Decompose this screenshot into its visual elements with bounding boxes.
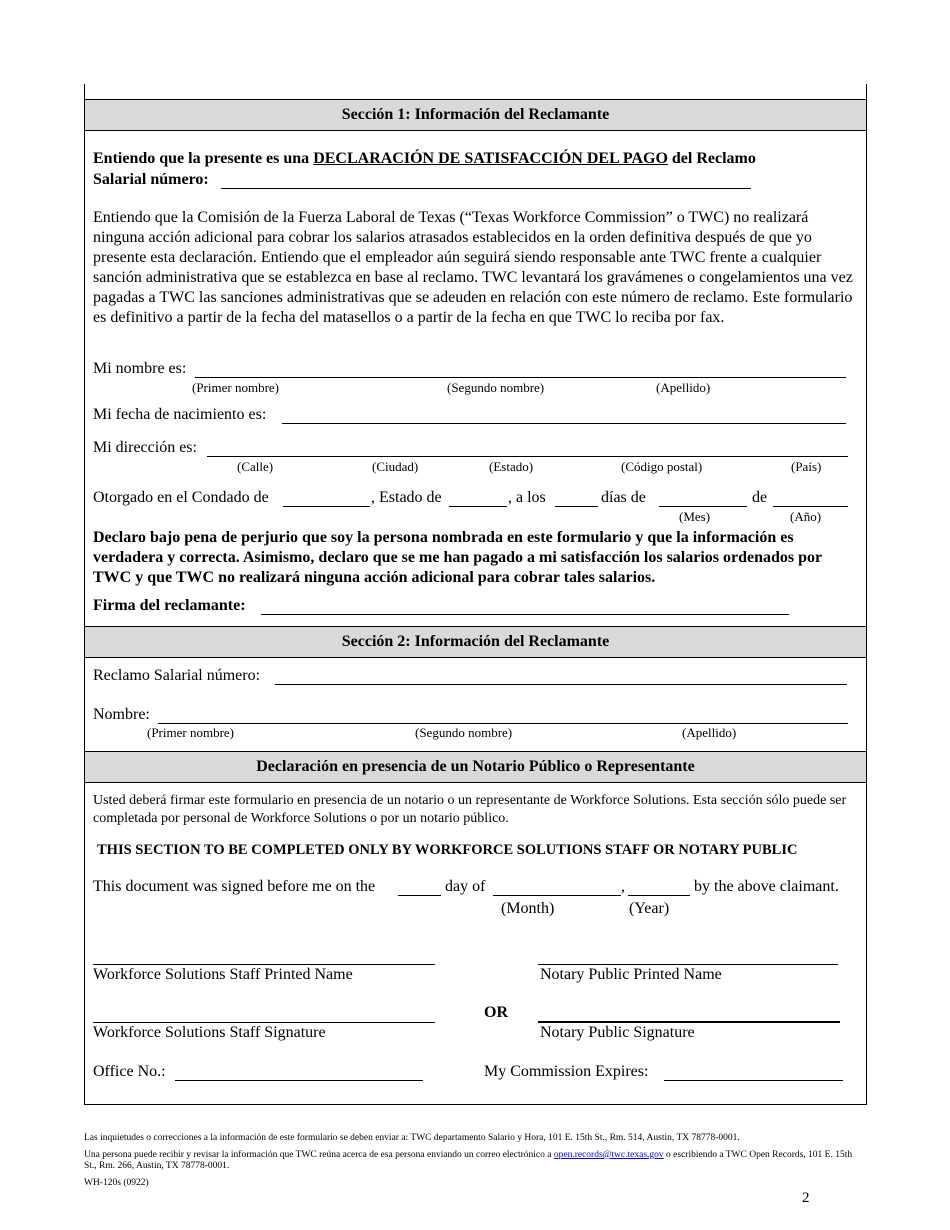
by-claimant-label: by the above claimant. — [694, 878, 839, 895]
dob-label: Mi fecha de nacimiento es: — [93, 406, 267, 423]
county-label: Otorgado en el Condado de — [93, 489, 269, 506]
day-field[interactable] — [555, 506, 598, 507]
comma-label: , — [621, 878, 625, 895]
year-label: de — [752, 489, 768, 506]
open-records-email-link[interactable]: open.records@twc.texas.gov — [553, 1150, 664, 1160]
satisfaction-statement: Entiendo que la presente es una DECLARACIÓN DE SATISFACCIÓN DEL PAGO del Reclamo — [93, 150, 756, 167]
last-name-caption-2: (Apellido) — [682, 725, 737, 740]
commission-expires-field[interactable] — [664, 1080, 843, 1081]
dob-field[interactable] — [282, 423, 846, 424]
county-field[interactable] — [283, 506, 370, 507]
name-label: Mi nombre es: — [93, 360, 187, 377]
address-label: Mi dirección es: — [93, 439, 197, 456]
notary-section-header: Declaración en presencia de un Notario Público o Representante — [85, 751, 866, 783]
claim-number-field[interactable] — [221, 188, 751, 189]
form-frame — [84, 84, 867, 1105]
section2-header: Sección 2: Información del Reclamante — [85, 626, 866, 658]
notary-signature-field[interactable] — [538, 1021, 840, 1023]
signed-month-caption: (Month) — [501, 900, 555, 917]
street-caption: (Calle) — [237, 459, 274, 474]
signed-before-label: This document was signed before me on the — [93, 878, 376, 895]
staff-printed-name-field[interactable] — [93, 964, 435, 965]
office-number-field[interactable] — [175, 1080, 423, 1081]
day-of-label: day of — [445, 878, 486, 895]
form-id: WH-120s (0922) — [84, 1178, 149, 1188]
claim-number-label: Salarial número: — [93, 171, 209, 188]
staff-only-notice: THIS SECTION TO BE COMPLETED ONLY BY WORKFORCE SOLUTIONS STAFF OR NOTARY PUBLIC — [97, 842, 798, 858]
signed-month-field[interactable] — [493, 895, 621, 896]
name-field-2[interactable] — [158, 723, 848, 724]
notary-signature-label: Notary Public Signature — [540, 1024, 695, 1041]
footer-records: Una persona puede recibir y revisar la información que TWC reúna acerca de esa persona enviando un correo electrónico a open.records@twc.texas.gov o escribiendo a TWC Open Records, 101 E. 15th St., Rm. 266, Austin, TX 78778-0001. — [84, 1150, 853, 1171]
signed-year-caption: (Year) — [629, 900, 670, 917]
country-caption: (País) — [791, 459, 822, 474]
address-field[interactable] — [207, 456, 848, 457]
month-caption: (Mes) — [679, 509, 711, 524]
middle-name-caption-2: (Segundo nombre) — [415, 725, 513, 740]
month-field[interactable] — [659, 506, 747, 507]
year-caption: (Año) — [790, 509, 822, 524]
perjury-declaration: Declaro bajo pena de perjurio que soy la persona nombrada en este formulario y que la información es verdadera y correcta. Asimismo, declaro que se me han pagado a mi satisfacción los salarios ordenados por TWC y que TWC no realizará ninguna acción adicional para cobrar tales salarios. — [93, 529, 822, 586]
days-label: , a los — [508, 489, 546, 506]
or-label: OR — [484, 1004, 508, 1021]
days-of-label: días de — [601, 489, 646, 506]
claim-number-field-2[interactable] — [275, 684, 847, 685]
first-name-caption: (Primer nombre) — [192, 380, 280, 395]
footer-contact: Las inquietudes o correcciones a la información de este formulario se deben enviar a: TWC departamento Salario y Hora, 101 E. 15th St., Rm. 514, Austin, TX 78778-0001. — [84, 1133, 740, 1143]
name-label-2: Nombre: — [93, 706, 150, 723]
office-number-label: Office No.: — [93, 1063, 166, 1080]
state-caption: (Estado) — [489, 459, 534, 474]
page-number: 2 — [802, 1190, 810, 1206]
terms-paragraph: Entiendo que la Comisión de la Fuerza Laboral de Texas (“Texas Workforce Commission” o TWC) no realizará ninguna acción adicional para cobrar los salarios atrasados establecidos en la orden definitiva después de que yo presente esta declaración. Entiendo que el empleador aún seguirá siendo responsable ante TWC frente a cualquier sanción administrativa que se establezca en base al reclamo. TWC levantará los gravámenes o congelamientos una vez pagadas a TWC las sanciones administrativas que se adeuden en relación con este número de reclamo. Este formulario es definitivo a partir de la fecha del matasellos o a partir de la fecha en que TWC lo reciba por fax. — [93, 209, 853, 326]
state-field[interactable] — [449, 506, 507, 507]
commission-expires-label: My Commission Expires: — [484, 1063, 649, 1080]
last-name-caption: (Apellido) — [656, 380, 711, 395]
section1-header: Sección 1: Información del Reclamante — [85, 99, 866, 131]
signed-year-field[interactable] — [628, 895, 690, 896]
zip-caption: (Código postal) — [621, 459, 703, 474]
notary-printed-name-label: Notary Public Printed Name — [540, 966, 722, 983]
staff-signature-field[interactable] — [93, 1022, 435, 1023]
signed-day-field[interactable] — [398, 895, 441, 896]
claimant-signature-label: Firma del reclamante: — [93, 597, 246, 614]
year-field[interactable] — [773, 506, 848, 507]
claim-number-label-2: Reclamo Salarial número: — [93, 667, 261, 684]
first-name-caption-2: (Primer nombre) — [147, 725, 235, 740]
middle-name-caption: (Segundo nombre) — [447, 380, 545, 395]
name-field[interactable] — [195, 377, 846, 378]
notary-intro: Usted deberá firmar este formulario en presencia de un notario o un representante de Workforce Solutions. Esta sección sólo puede ser completada por personal de Workforce Solutions o por un notario público. — [93, 793, 847, 826]
staff-printed-name-label: Workforce Solutions Staff Printed Name — [93, 966, 353, 983]
city-caption: (Ciudad) — [372, 459, 419, 474]
staff-signature-label: Workforce Solutions Staff Signature — [93, 1024, 326, 1041]
state-label: , Estado de — [371, 489, 442, 506]
notary-printed-name-field[interactable] — [538, 964, 838, 965]
claimant-signature-field[interactable] — [261, 614, 789, 615]
